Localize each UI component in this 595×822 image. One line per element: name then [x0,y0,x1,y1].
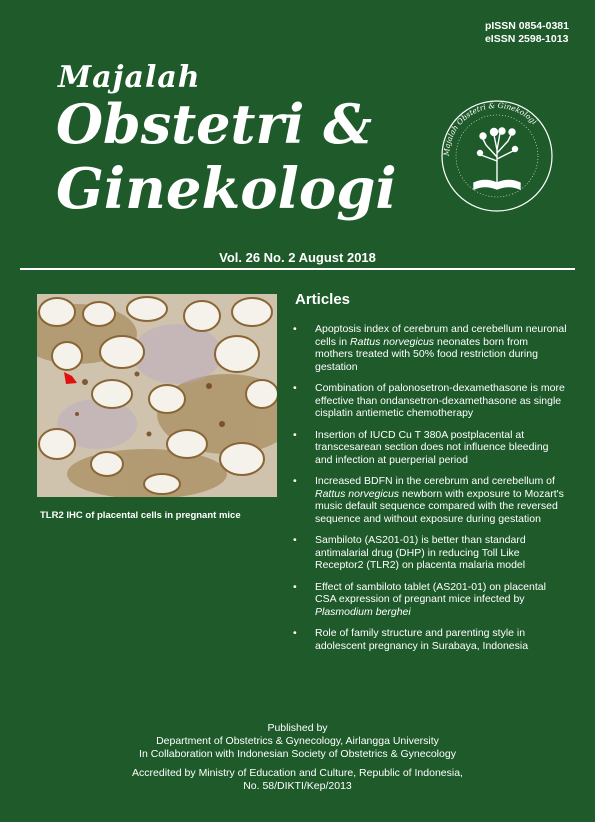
bullet-icon: • [293,580,297,593]
published-by: Published by [267,722,328,734]
publisher-footer [0,722,595,793]
print-issn: pISSN 0854-0381 [484,20,569,32]
collaboration: In Collaboration with Indonesian Society of Obstetrics & Gynecology [139,748,456,760]
article-item[interactable]: • Apoptosis index of cerebrum and cerebellum neuronal cells in Rattus norvegicus neonates born from mothers treated with 50% food restriction during gestation [293,323,567,373]
logo-ring-text: Majalah Obstetri & Ginekologi [441,100,539,157]
article-item[interactable]: • Increased BDFN in the cerebrum and cerebellum of Rattus norvegicus newborn with exposure to Mozart's music default sequence compared with the reversed sequence and without exposure during gestation [293,475,564,525]
articles-heading: Articles [295,291,351,308]
bullet-icon: • [293,627,297,639]
bullet-icon: • [293,382,297,394]
article-item[interactable]: • Effect of sambiloto tablet (AS201-01) on placental CSA expression of pregnant mice infected by Plasmodium berghei [293,580,546,618]
decree-number: No. 58/DIKTI/Kep/2013 [243,780,352,792]
article-item[interactable]: • Insertion of IUCD Cu T 380A postplacental at transcesarean section does not influence bleeding and infection at puerperial period [293,428,549,466]
journal-logo [436,95,558,217]
article-item[interactable]: • Combination of palonosetron-dexamethasone is more effective than ondansetron-dexamethasone as single cisplatin antiemetic chemotherapy [293,382,565,419]
journal-title-line3: Ginekologi [56,156,397,222]
article-item[interactable]: • Role of family structure and parenting style in adolescent pregnancy in Surabaya, Indonesia [293,627,529,652]
divider [20,268,575,270]
journal-title-line1: Majalah [58,60,201,95]
journal-title-line2: Obstetri & [56,92,372,156]
issn-block [485,20,569,46]
accreditation: Accredited by Ministry of Education and Culture, Republic of Indonesia, [132,767,463,779]
ihc-micrograph [37,294,277,497]
bullet-icon: • [293,534,297,546]
bullet-icon: • [293,475,297,487]
tree-book-icon [474,128,520,189]
bullet-icon: • [293,323,297,335]
volume-info: Vol. 26 No. 2 August 2018 [219,250,376,265]
figure-caption: TLR2 IHC of placental cells in pregnant mice [40,510,241,521]
bullet-icon: • [293,428,297,441]
article-item[interactable]: • Sambiloto (AS201-01) is better than standard antimalarial drug (DHP) in reducing Toll Like Receptor2 (TLR2) on placenta malaria model [293,534,526,571]
department: Department of Obstetrics & Gynecology, Airlangga University [156,735,439,747]
electronic-issn: eISSN 2598-1013 [484,33,569,45]
articles-list [287,323,567,661]
